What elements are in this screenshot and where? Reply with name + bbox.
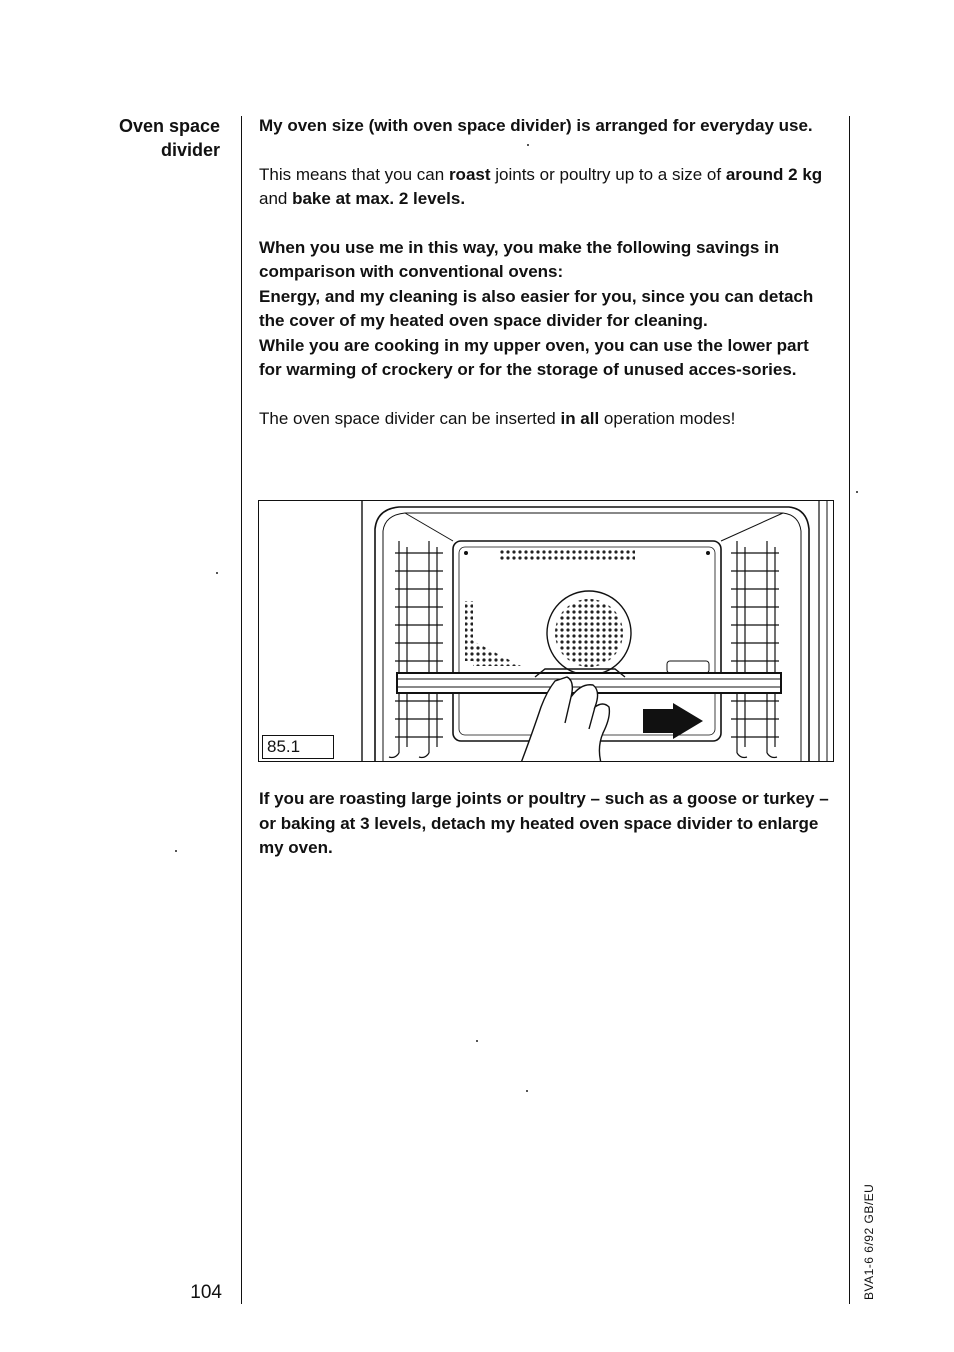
section-heading-line-2: divider (160, 140, 220, 160)
modes-text-2: operation modes! (599, 408, 736, 428)
modes-bold: in all (560, 408, 600, 428)
scan-speck (476, 1040, 478, 1042)
page-number: 104 (190, 1282, 222, 1303)
scan-speck (216, 572, 218, 574)
roast-paragraph (259, 163, 835, 212)
modes-paragraph (259, 407, 835, 432)
intro-paragraph: My oven size (with oven space divider) is arranged for everyday use. (259, 116, 813, 135)
scan-speck (175, 850, 177, 852)
scan-speck (527, 144, 529, 146)
section-heading-line-1: Oven space (118, 116, 220, 136)
main-text (259, 114, 835, 431)
scan-speck (856, 491, 858, 493)
savings-paragraph: When you use me in this way, you make the following savings in comparison with conventional ovens: (259, 237, 780, 281)
large-joints-paragraph: If you are roasting large joints or poultry – such as a goose or turkey – or baking at 3 levels, detach my heated oven space divider to enlarge my oven. (259, 789, 829, 857)
section-heading (60, 114, 220, 162)
oven-divider-illustration (258, 500, 834, 762)
right-margin-rule (849, 116, 850, 1304)
roast-bold-2: around 2 kg (725, 164, 823, 184)
roast-text-2: joints or poultry up to a size of (490, 164, 726, 184)
roast-bold-1: roast (448, 164, 491, 184)
oven-drawing (259, 501, 834, 762)
document-code (858, 1170, 882, 1300)
scan-speck (526, 1090, 528, 1092)
roast-text-3: and (259, 189, 293, 208)
figure-label: 85.1 (262, 735, 334, 759)
left-column-rule (241, 116, 242, 1304)
warming-paragraph: While you are cooking in my upper oven, you can use the lower part for warming of crockery or for the storage of unused acces-sories. (259, 335, 809, 379)
roast-bold-3: bake at max. 2 levels. (292, 189, 466, 208)
roast-text-1: This means that you can (259, 164, 449, 184)
modes-text-1: The oven space divider can be inserted (259, 408, 561, 428)
document-code-text: BVA1-6 6/92 GB/EU (862, 1183, 876, 1300)
energy-paragraph: Energy, and my cleaning is also easier for you, since you can detach the cover of my heated oven space divider for cleaning. (259, 286, 814, 330)
